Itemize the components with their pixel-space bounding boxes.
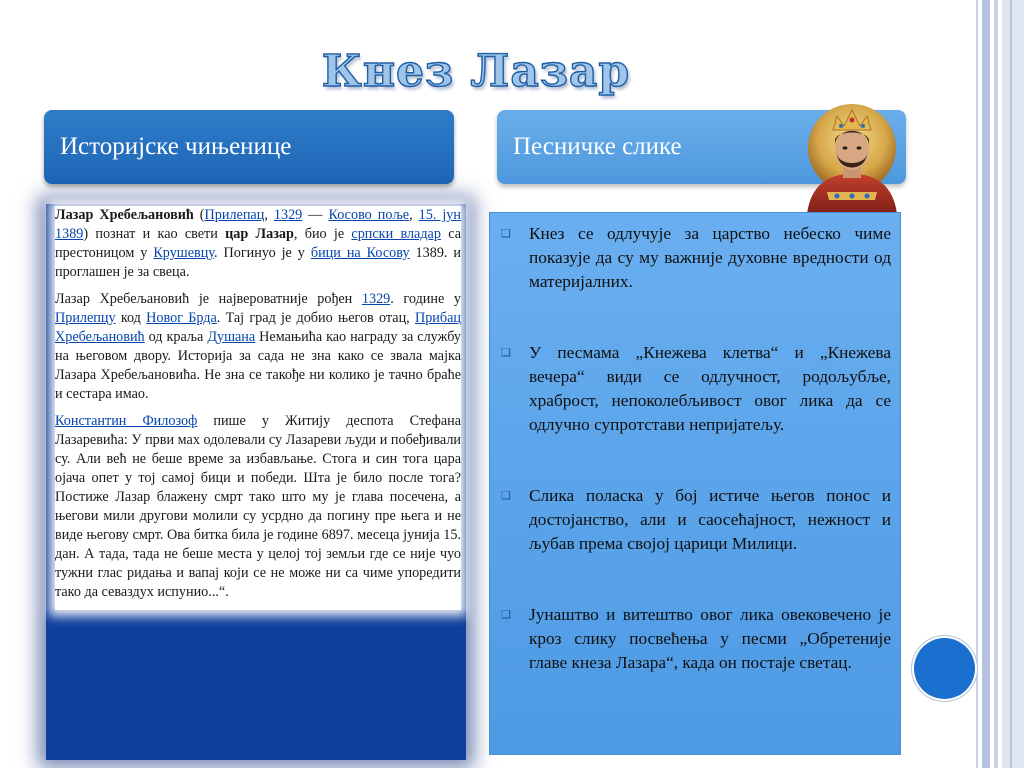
text-run: . Тај град је добио његов отац, bbox=[216, 310, 415, 326]
text-run: са престоницом у bbox=[55, 226, 461, 261]
square-bullet-icon: ❑ bbox=[501, 490, 511, 502]
text-run: Лазар Хребељановић је највероватније рођен bbox=[55, 291, 362, 307]
text-run: , bbox=[264, 207, 274, 223]
header-right-label: Песничке слике bbox=[513, 133, 682, 160]
list-item bbox=[501, 484, 891, 556]
link-prilepac[interactable]: Прилепац bbox=[204, 207, 265, 223]
link-pribac[interactable]: Прибац Хребељановић bbox=[55, 310, 461, 345]
link-1329[interactable]: 1329 bbox=[273, 207, 303, 223]
text-run: , bbox=[409, 207, 419, 223]
text-run: — bbox=[302, 207, 329, 223]
text-run: код bbox=[115, 310, 147, 326]
list-item bbox=[501, 341, 891, 437]
link-krusevac[interactable]: Крушевцу bbox=[153, 245, 214, 261]
historical-text bbox=[55, 206, 461, 610]
header-historical-facts bbox=[44, 110, 454, 184]
link-prilepac[interactable]: Прилепцу bbox=[55, 310, 116, 326]
text-run: ) познат и као свети bbox=[83, 226, 226, 242]
poetic-bullet-list bbox=[501, 222, 891, 722]
text-run: . године у bbox=[390, 291, 461, 307]
link-srpski-vladar[interactable]: српски владар bbox=[351, 226, 441, 242]
square-bullet-icon: ❑ bbox=[501, 228, 511, 240]
text-run: Немањића као награду за службу на његовом двору. Историја за сада не зна како се звала мајка Лазара Хребељановића. Не зна се такође ни колико је тачно браће и сестара имао. bbox=[55, 329, 461, 402]
link-bica-na-kosovu[interactable]: бици на Косову bbox=[310, 245, 410, 261]
decorative-stripes bbox=[976, 0, 1024, 768]
list-item bbox=[501, 603, 891, 675]
bullet-text: У песмама „Кнежева клетва“ и „Кнежева вечера“ види се одлучност, родољубље, храброст, непоколебљивост овог лика да се одлучно супротстави непријатељу. bbox=[529, 343, 891, 434]
link-15-jun[interactable]: 15. јун bbox=[418, 207, 461, 223]
bullet-text: Јунаштво и витештво овог лика овековечено је кроз слику посвећења у песми „Обретеније главе кнеза Лазара“, када он постаје светац. bbox=[529, 605, 891, 672]
text-run: 1389. и проглашен је за свеца. bbox=[55, 245, 462, 280]
header-left-label: Историјске чињенице bbox=[60, 133, 292, 160]
square-bullet-icon: ❑ bbox=[501, 609, 511, 621]
text-bold: Лазар Хребељановић bbox=[55, 207, 194, 223]
square-bullet-icon: ❑ bbox=[501, 347, 511, 359]
portrait-icon bbox=[797, 96, 907, 214]
text-bold: цар Лазар bbox=[225, 226, 294, 242]
text-run: од краља bbox=[144, 329, 208, 345]
text-run: , био је bbox=[293, 226, 352, 242]
text-run: пише у Житију деспота Стефана Лазаревића: У први мах одолевали су Лазареви људи и побеђивали су. Али већ не беше време за избављање. Стога и син тога цара ојача опет у тој самој бици и победи. Шта је било после тога? Постиже Лазар блажену смрт тако што му је глава посечена, а његови мили другови молили су усрдно да погину пре њега и не виде његову смрт. Ова битка била је године 6897. месеца јунија 15. дан. А тада, тада не беше места у целој тој земљи где се није чуо тужни глас ридања и вапај који се не може ни са чиме упоредити тако да севаздух испунио...“. bbox=[55, 413, 462, 600]
text-run: ( bbox=[193, 207, 205, 223]
slide-title: Кнез Лазар bbox=[321, 46, 631, 97]
historical-paragraph-3 bbox=[55, 412, 461, 602]
link-1329[interactable]: 1329 bbox=[361, 291, 391, 307]
bullet-text: Слика поласка у бој истиче његов понос и достојанство, али и саосећајност, нежност и љубав према својој царици Милици. bbox=[529, 486, 891, 553]
decorative-circle bbox=[914, 638, 975, 699]
historical-paragraph-1 bbox=[55, 206, 461, 282]
link-konstantin-filozof[interactable]: Константин Филозоф bbox=[55, 413, 198, 429]
link-1389[interactable]: 1389 bbox=[55, 226, 84, 242]
bullet-text: Кнез се одлучује за царство небеско чиме показује да су му важније духовне вредности од материјалних. bbox=[529, 224, 891, 291]
list-item bbox=[501, 222, 891, 294]
link-kosovo-polje[interactable]: Косово поље bbox=[328, 207, 410, 223]
link-dusan[interactable]: Душана bbox=[207, 329, 256, 345]
historical-paragraph-2 bbox=[55, 290, 461, 404]
link-novo-brdo[interactable]: Новог Брда bbox=[146, 310, 217, 326]
text-run: . Погинуо је у bbox=[213, 245, 311, 261]
